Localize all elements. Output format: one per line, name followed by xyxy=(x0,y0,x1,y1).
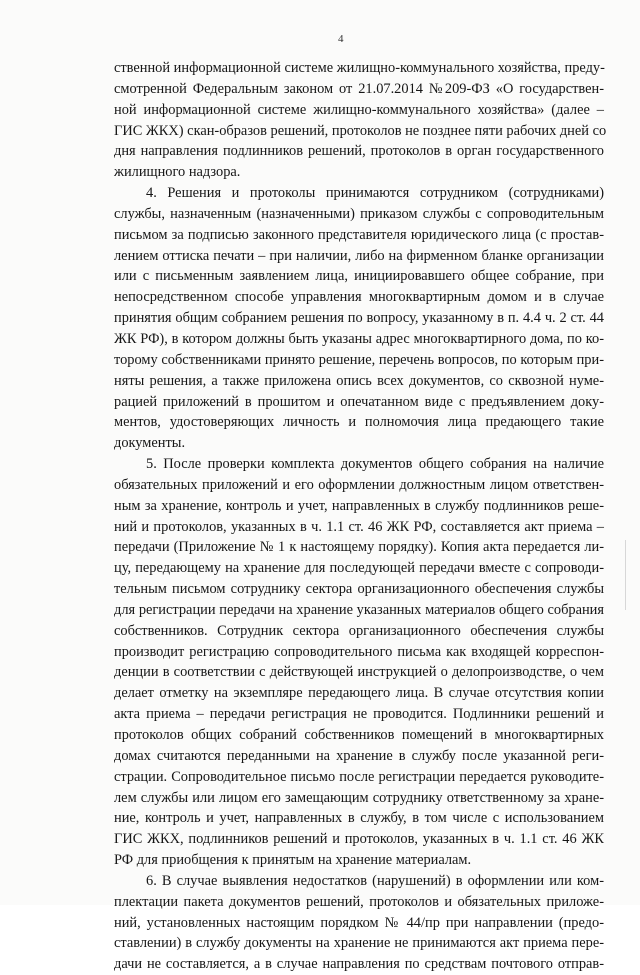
body-text xyxy=(114,58,607,975)
text-line: или с письменным заявлением лица, инициировавшего общее собрание, при xyxy=(114,268,604,285)
text-line: 5. После проверки комплекта документов общего собрания на наличие xyxy=(146,456,604,473)
text-line: ний и протоколов, указанных в ч. 1.1 ст. 46 ЖК РФ, составляется акт приема – xyxy=(114,518,604,535)
text-line: няты решения, а также приложена опись всех документов, со сквозной нуме- xyxy=(114,372,604,389)
text-line: ЖК РФ), в котором должны быть указаны адрес многоквартирного дома, по ко- xyxy=(114,330,604,347)
text-line: ний, установленных настоящим порядком № 44/пр при направлении (предо- xyxy=(114,914,604,931)
text-line: акта приема – передачи регистрация не проводится. Подлинники решений и xyxy=(114,706,604,723)
paragraph-continuation xyxy=(114,58,607,183)
paragraph-item-6 xyxy=(114,871,604,975)
text-line: страции. Сопроводительное письмо после регистрации передается руководите- xyxy=(114,768,604,785)
text-line: делает отметку на экземпляре передающего лица. В случае отсутствия копии xyxy=(114,685,604,702)
text-line: протоколов общих собраний собственников помещений в многоквартирных xyxy=(114,727,604,743)
text-line: ние, контроль и учет, направленных в службу, в том числе с использованием xyxy=(114,810,604,827)
text-line: дня направления подлинников решений, протоколов в орган государственного xyxy=(114,143,604,160)
text-line: смотренной Федеральным законом от 21.07.2014 №209-ФЗ «О государствен- xyxy=(114,80,604,97)
paragraph-item-4 xyxy=(114,183,604,454)
text-line: домах считаются переданными на хранение в службу после указанной реги- xyxy=(114,747,604,764)
text-line: письмом за подписью законного представителя юридического лица (с простав- xyxy=(114,226,604,243)
scan-edge-mark xyxy=(625,540,626,610)
text-line: денции в соответствии с действующей инструкцией о делопроизводстве, о чем xyxy=(114,664,604,681)
text-line: ным за хранение, контроль и учет, направленных в службу подлинников реше- xyxy=(114,497,604,514)
text-line: ГИС ЖКХ, подлинников решений и протоколов, указанных в ч. 1.1 ст. 46 ЖК xyxy=(114,831,604,848)
text-line: ной информационной системе жилищно-коммунального хозяйства» (далее – xyxy=(114,101,604,118)
text-line: ментов, удостоверяющих личность и полномочия лица предающего такие xyxy=(114,414,604,431)
text-line: ственной информационной системе жилищно-коммунального хозяйства, преду- xyxy=(114,60,605,76)
text-line: документы. xyxy=(114,435,186,452)
text-line: ставлении) в службу документы на хранение не принимаются акт приема пере- xyxy=(114,935,604,952)
text-line: передачи (Приложение № 1 к настоящему порядку). Копия акта передается ли- xyxy=(114,539,604,556)
page-number: 4 xyxy=(338,33,344,45)
text-line: жилищного надзора. xyxy=(114,164,241,181)
text-line: ГИС ЖКХ) скан-образов решений, протоколов не позднее пяти рабочих дней со xyxy=(114,122,607,139)
text-line: собственников. Сотрудник сектора организационного обеспечения службы xyxy=(114,622,604,639)
text-line: 6. В случае выявления недостатков (нарушений) в оформлении или ком- xyxy=(146,872,604,889)
text-line: лем службы или лицом его замещающим сотруднику ответственному за хране- xyxy=(114,789,604,806)
text-line: службы, назначенным (назначенными) приказом службы с сопроводительным xyxy=(114,205,604,222)
text-line: РФ для приобщения к принятым на хранение материалам. xyxy=(114,852,472,869)
text-line: рацией приложений в прошитом и опечатанном виде с предъявлением доку- xyxy=(114,393,604,410)
text-line: цу, передающему на хранение для последующей передачи вместе с сопроводи- xyxy=(114,560,604,577)
text-line: лением оттиска печати – при наличии, либо на фирменном бланке организации xyxy=(114,247,604,264)
text-line: 4. Решения и протоколы принимаются сотрудником (сотрудниками) xyxy=(146,185,604,202)
text-line: для регистрации передачи на хранение указанных материалов общего собрания xyxy=(114,601,604,618)
paragraph-item-5 xyxy=(114,454,604,871)
text-line: принятия общим собранием решения по вопросу, указанному в п. 4.4 ч. 2 ст. 44 xyxy=(114,310,604,327)
text-line: производит регистрацию сопроводительного письма как входящей корреспон- xyxy=(114,643,604,660)
text-line: плектации пакета документов решений, протоколов и обязательных приложе- xyxy=(114,893,604,910)
text-line: торому собственниками принято решение, перечень вопросов, по которым при- xyxy=(114,351,604,368)
text-line: тельным письмом сотруднику сектора организационного обеспечения службы xyxy=(114,581,604,598)
text-line: непосредственном способе управления многоквартирным домом и в случае xyxy=(114,289,604,306)
text-line: обязательных приложений и его оформлении должностным лицом ответствен- xyxy=(114,476,604,493)
text-line: дачи не составляется, а в случае направления по средствам почтового отправ- xyxy=(114,956,604,973)
